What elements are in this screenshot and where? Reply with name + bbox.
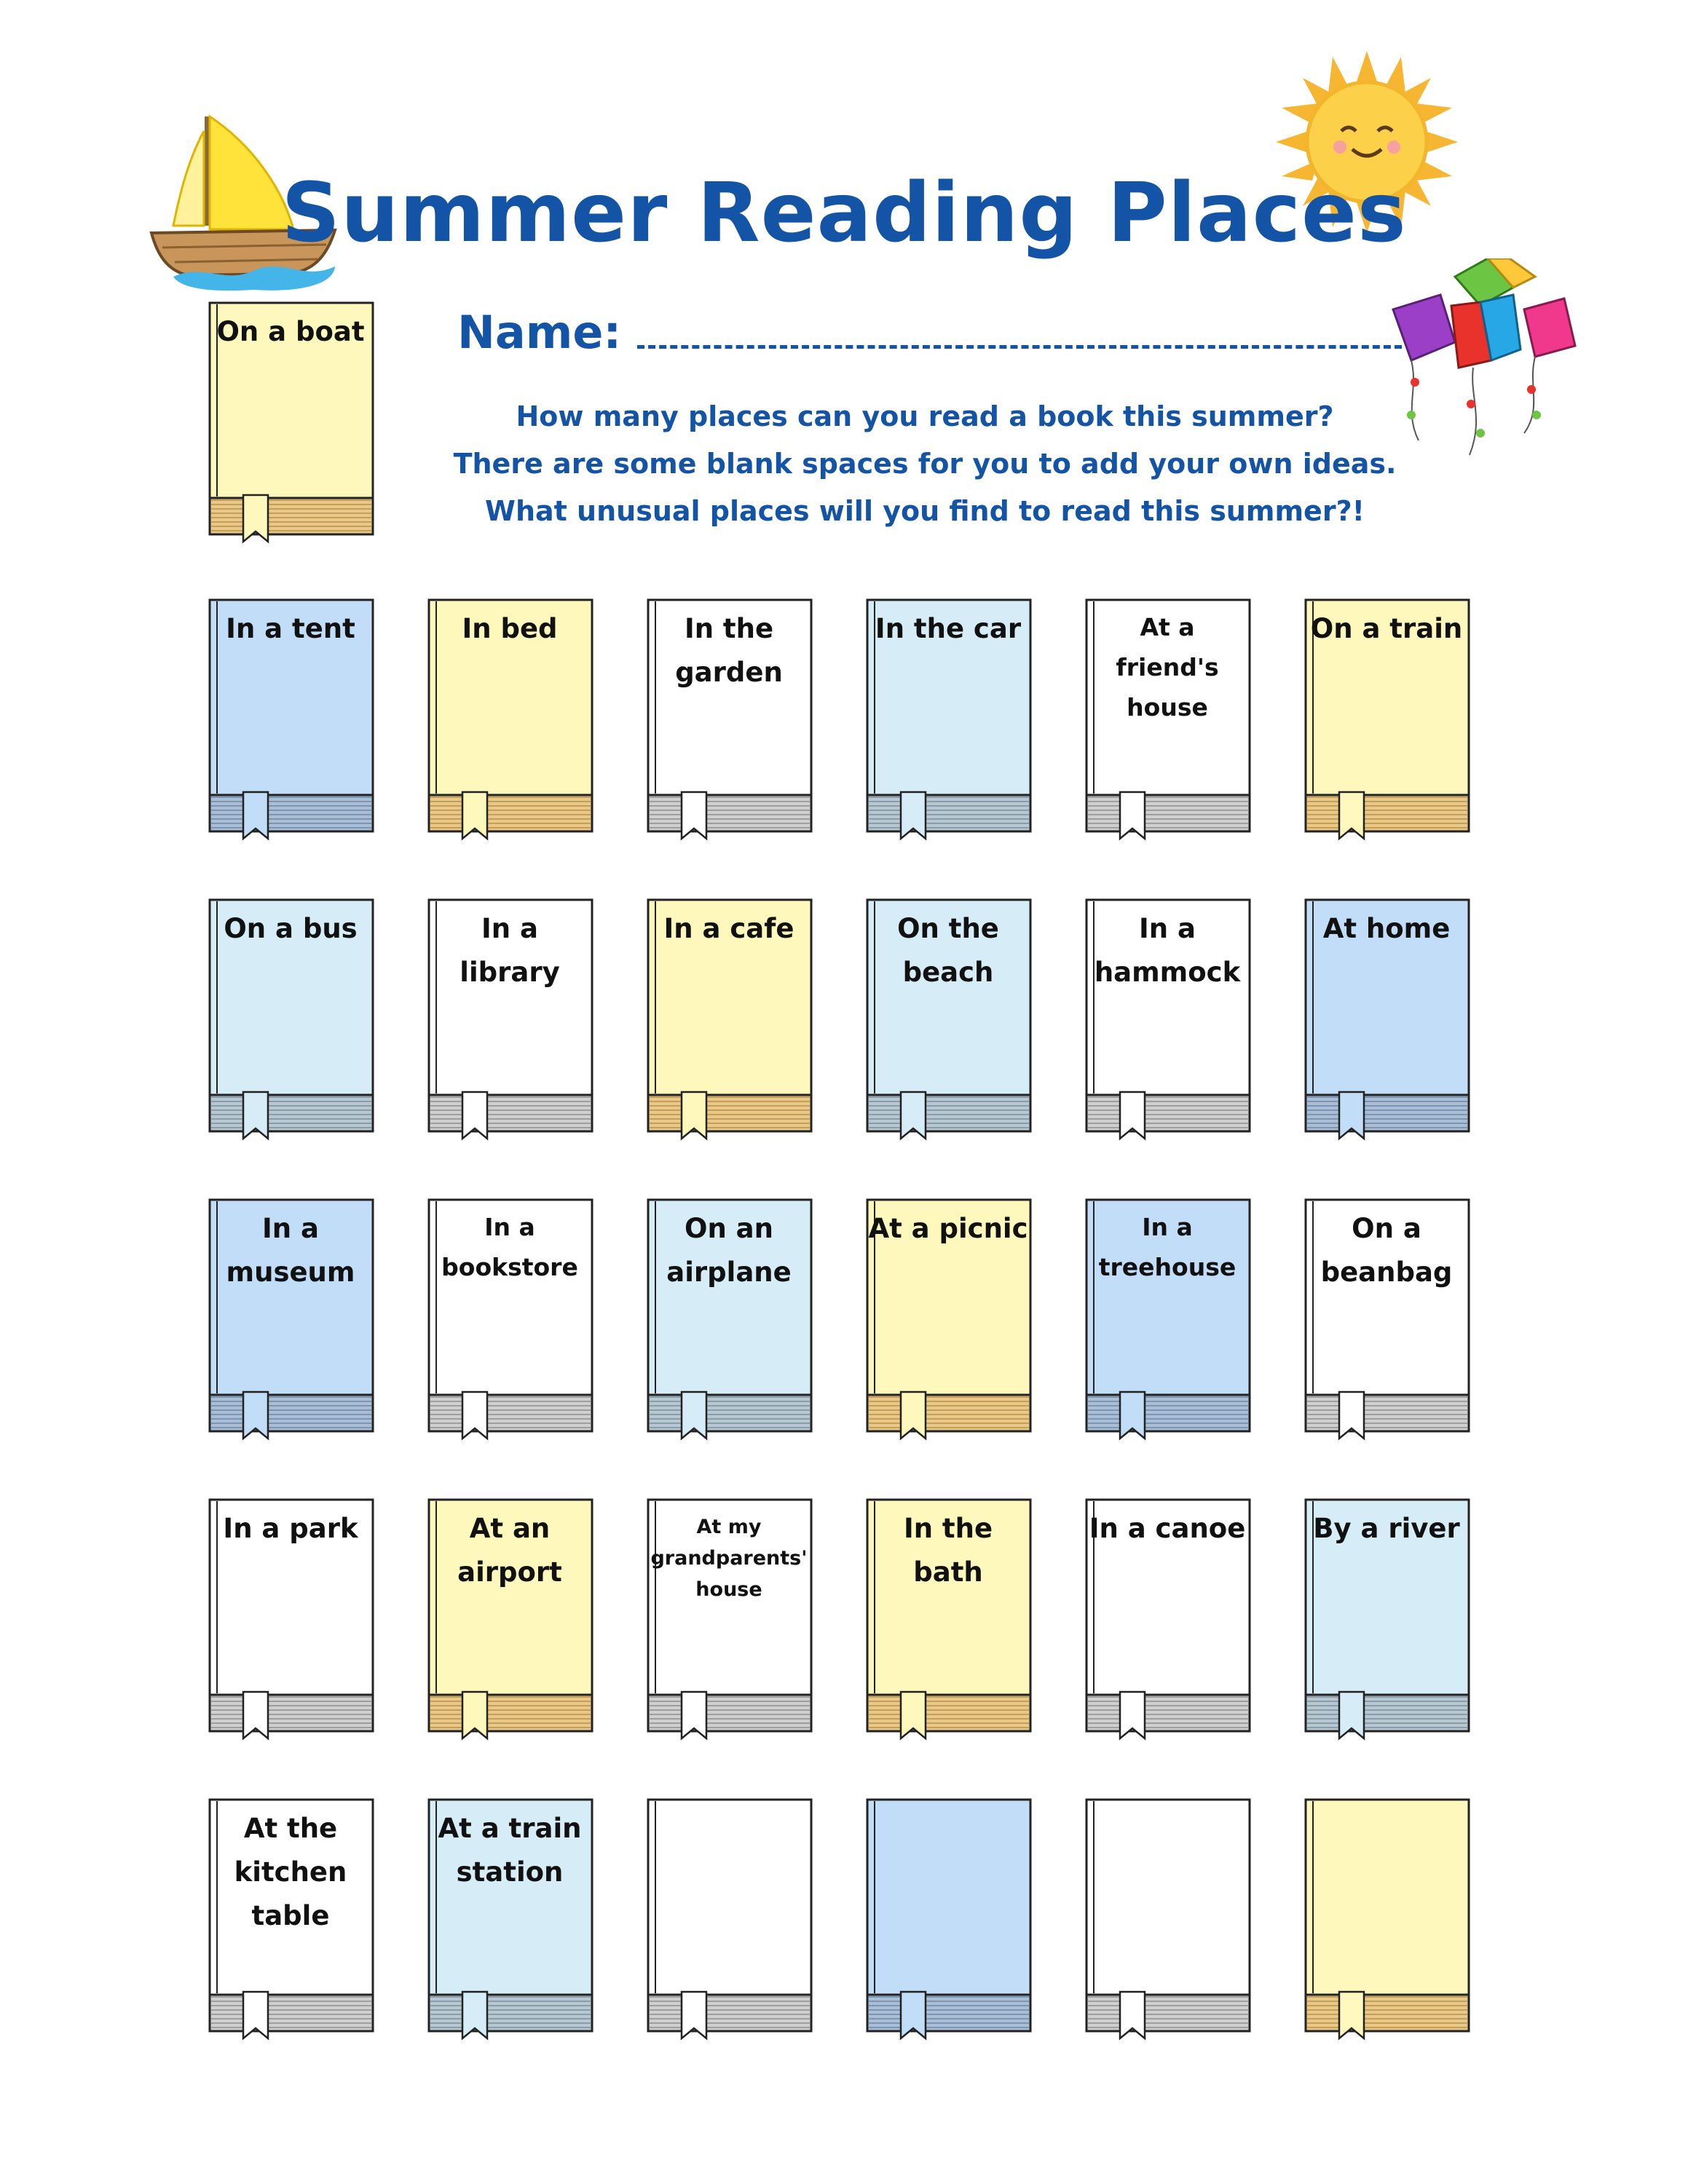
book-label: On a train bbox=[1310, 613, 1463, 644]
book-label: In a bookstore bbox=[441, 1213, 578, 1281]
book-card bbox=[863, 597, 1033, 842]
instructions bbox=[408, 393, 1442, 535]
book-card bbox=[1082, 897, 1253, 1142]
book-card bbox=[205, 597, 376, 842]
book-illustration bbox=[863, 1797, 1033, 2041]
book-card bbox=[425, 1797, 595, 2041]
book-label: In the car bbox=[875, 613, 1022, 644]
book-card bbox=[863, 1497, 1033, 1741]
book-card bbox=[205, 1797, 376, 2041]
book-label: In the garden bbox=[675, 613, 783, 688]
book-card bbox=[1301, 1197, 1472, 1441]
book-label: At home bbox=[1322, 913, 1451, 944]
book-label: In bed bbox=[462, 613, 558, 644]
book-label: On an airplane bbox=[666, 1213, 792, 1288]
book-label: At a friend's house bbox=[1116, 613, 1219, 721]
book-card bbox=[425, 597, 595, 842]
book-label: In a park bbox=[223, 1513, 358, 1544]
book-card bbox=[1301, 597, 1472, 842]
book-card bbox=[863, 897, 1033, 1142]
book-card bbox=[644, 897, 814, 1142]
book-illustration bbox=[1301, 1797, 1472, 2041]
book-label: In a canoe bbox=[1089, 1513, 1246, 1544]
book-label: On a beanbag bbox=[1320, 1213, 1453, 1288]
instruction-line: How many places can you read a book this summer? bbox=[516, 400, 1334, 432]
book-label: By a river bbox=[1313, 1513, 1460, 1544]
book-label: In a tent bbox=[226, 613, 355, 644]
book-card bbox=[1082, 597, 1253, 842]
book-card bbox=[644, 1197, 814, 1441]
blank-book-card[interactable] bbox=[644, 1797, 814, 2041]
book-card bbox=[425, 897, 595, 1142]
book-label: In the bath bbox=[903, 1513, 993, 1588]
book-card bbox=[863, 1197, 1033, 1441]
book-card bbox=[205, 300, 376, 545]
book-card bbox=[425, 1197, 595, 1441]
book-label: At a picnic bbox=[868, 1213, 1028, 1244]
book-card bbox=[1301, 1497, 1472, 1741]
book-label: In a cafe bbox=[663, 913, 794, 944]
instruction-line: There are some blank spaces for you to add your own ideas. bbox=[453, 448, 1397, 480]
book-label: In a hammock bbox=[1094, 913, 1241, 988]
name-blank-line[interactable] bbox=[637, 345, 1402, 349]
book-card bbox=[425, 1497, 595, 1741]
book-label: On the beach bbox=[897, 913, 999, 988]
book-label: At the kitchen table bbox=[234, 1813, 347, 1931]
book-label: In a treehouse bbox=[1098, 1213, 1237, 1281]
instruction-line: What unusual places will you find to read this summer?! bbox=[485, 495, 1365, 527]
book-card bbox=[205, 1497, 376, 1741]
book-card bbox=[1082, 1497, 1253, 1741]
book-label: At my grandparents' house bbox=[650, 1516, 808, 1601]
book-card bbox=[644, 1497, 814, 1741]
book-label: At an airport bbox=[457, 1513, 562, 1588]
book-label: In a museum bbox=[226, 1213, 355, 1288]
book-label: On a bus bbox=[224, 913, 358, 944]
book-label: On a boat bbox=[216, 316, 365, 347]
book-card bbox=[1301, 897, 1472, 1142]
book-card bbox=[205, 897, 376, 1142]
blank-book-card[interactable] bbox=[1082, 1797, 1253, 2041]
book-illustration bbox=[644, 1797, 814, 2041]
book-card bbox=[205, 1197, 376, 1441]
book-label: In a library bbox=[460, 913, 560, 988]
name-label: Name: bbox=[457, 306, 622, 359]
blank-book-card[interactable] bbox=[1301, 1797, 1472, 2041]
book-card bbox=[1082, 1197, 1253, 1441]
blank-book-card[interactable] bbox=[863, 1797, 1033, 2041]
name-field[interactable] bbox=[457, 306, 1402, 359]
book-illustration bbox=[1082, 1797, 1253, 2041]
book-label: At a train station bbox=[438, 1813, 582, 1888]
page-title: Summer Reading Places bbox=[281, 166, 1407, 261]
book-card bbox=[644, 597, 814, 842]
